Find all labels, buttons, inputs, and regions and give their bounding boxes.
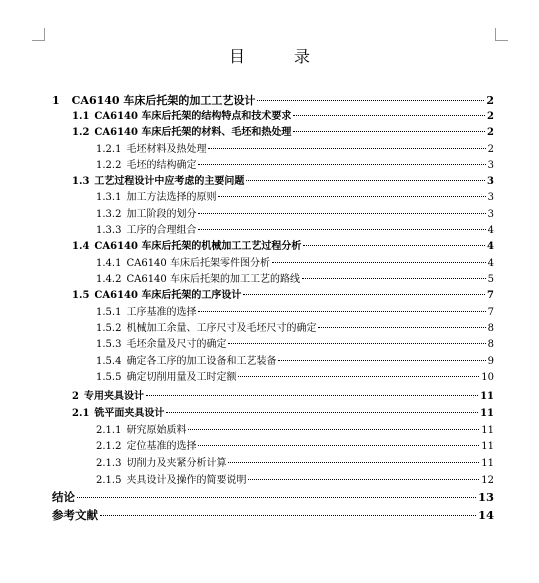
toc-entry-number: 1.4 (72, 241, 90, 252)
toc-dot-leader (303, 245, 485, 246)
toc-entry-title: 工序的合理组合 (126, 225, 197, 236)
toc-page-number: 7 (487, 307, 494, 318)
toc-dot-leader (166, 412, 478, 413)
toc-entry[interactable] (52, 93, 494, 109)
toc-entry-number: 1.1 (72, 111, 90, 122)
toc-dot-leader (243, 294, 485, 295)
toc-entry[interactable] (96, 272, 494, 288)
crop-mark-top-right (495, 28, 508, 41)
toc-entry[interactable] (72, 174, 494, 190)
toc-entry-title: 加工阶段的划分 (126, 209, 197, 220)
toc-page-number: 4 (487, 258, 494, 269)
toc-entry-title: CA6140 车床后托架的加工工艺设计 (71, 94, 256, 107)
toc-page-number: 3 (487, 209, 494, 220)
toc-page-number: 13 (477, 490, 494, 504)
toc-entry-number: 1.2.2 (96, 160, 122, 171)
toc-dot-leader (77, 497, 476, 498)
toc-entry-number: 1.5.2 (96, 323, 122, 334)
toc-entry-number: 1.4.1 (96, 258, 122, 269)
toc-dot-leader (198, 311, 485, 312)
toc-entry[interactable] (72, 389, 494, 405)
toc-page-number: 11 (481, 458, 494, 469)
toc-dot-leader (246, 180, 485, 181)
toc-entry-title: CA6140 车床后托架的机械加工工艺过程分析 (94, 241, 302, 252)
toc-page-number: 5 (487, 274, 494, 285)
toc-entry-title: 定位基准的选择 (126, 441, 197, 452)
toc-page-number: 11 (481, 425, 494, 436)
toc-entry[interactable] (96, 423, 494, 439)
toc-entry-title: 工序基准的选择 (126, 307, 197, 318)
toc-entry[interactable] (96, 456, 494, 472)
toc-entry-title: 毛坯材料及热处理 (126, 144, 207, 155)
toc-entry[interactable] (72, 125, 494, 141)
toc-entry-number: 1.3.3 (96, 225, 122, 236)
toc-entry-number: 2 (72, 391, 79, 402)
crop-mark-top-left (32, 28, 45, 41)
toc-page-number: 4 (487, 225, 494, 236)
toc-dot-leader (188, 429, 479, 430)
toc-page-number: 8 (487, 323, 494, 334)
toc-entry-number: 1.2.1 (96, 144, 122, 155)
toc-dot-leader (198, 164, 485, 165)
toc-dot-leader (302, 278, 486, 279)
toc-entry-number: 1.5.4 (96, 356, 122, 367)
toc-entry[interactable] (96, 439, 494, 455)
toc-dot-leader (248, 479, 479, 480)
toc-entry-title: CA6140 车床后托架的结构特点和技术要求 (94, 111, 292, 122)
toc-dot-leader (218, 196, 485, 197)
toc-entry[interactable] (96, 337, 494, 353)
toc-entry[interactable] (96, 158, 494, 174)
toc-entry-number: 1.5.1 (96, 307, 122, 318)
toc-entry-number: 2.1 (72, 408, 90, 419)
toc-page-number: 11 (481, 441, 494, 452)
toc-entry-title: 结论 (52, 490, 75, 504)
toc-page-number: 2 (486, 94, 494, 107)
toc-entry[interactable] (96, 142, 494, 158)
toc-entry-title: 毛坯余量及尺寸的确定 (126, 339, 227, 350)
toc-entry-title: 机械加工余量、工序尺寸及毛坯尺寸的确定 (126, 323, 317, 334)
toc-dot-leader (146, 395, 478, 396)
toc-entry-number: 1.5.3 (96, 339, 122, 350)
toc-entry-number: 1.5 (72, 290, 90, 301)
toc-page-number: 7 (487, 290, 494, 301)
toc-page-number: 12 (481, 475, 494, 486)
toc-entry-number: 2.1.3 (96, 458, 122, 469)
toc-entry[interactable] (96, 207, 494, 223)
toc-entry[interactable] (72, 406, 494, 422)
toc-page-number: 3 (487, 160, 494, 171)
toc-dot-leader (100, 515, 476, 516)
toc-dot-leader (198, 445, 479, 446)
toc-entry[interactable] (72, 288, 494, 304)
toc-entry-title: 工艺过程设计中应考虑的主要问题 (94, 176, 245, 187)
toc-page-number: 11 (480, 391, 494, 402)
toc-dot-leader (228, 343, 485, 344)
toc-entry[interactable] (72, 239, 494, 255)
toc-entry[interactable] (72, 109, 494, 125)
toc-entry-number: 1.3.2 (96, 209, 122, 220)
toc-entry-title: 毛坯的结构确定 (126, 160, 197, 171)
toc-dot-leader (272, 262, 486, 263)
toc-entry-title: CA6140 车床后托架零件图分析 (126, 258, 270, 269)
toc-entry-number: 1.2 (72, 127, 90, 138)
toc-entry-number: 1.3 (72, 176, 90, 187)
toc-page-number: 3 (487, 176, 494, 187)
toc-page-number: 2 (487, 127, 494, 138)
toc-entry-number: 1.3.1 (96, 192, 122, 203)
toc-dot-leader (278, 360, 485, 361)
toc-dot-leader (257, 100, 484, 101)
toc-entry-number: 1.4.2 (96, 274, 122, 285)
toc-entry-title: CA6140 车床后托架的加工工艺的路线 (126, 274, 300, 285)
toc-page-number: 8 (487, 339, 494, 350)
toc-entry-title: 加工方法选择的原则 (126, 192, 217, 203)
toc-entry[interactable] (96, 223, 494, 239)
toc-entry-title: CA6140 车床后托架的工序设计 (94, 290, 242, 301)
toc-entry-number: 1 (52, 94, 60, 107)
toc-page-number: 11 (480, 408, 494, 419)
toc-entry-number: 2.1.5 (96, 475, 122, 486)
toc-dot-leader (198, 229, 485, 230)
toc-entry[interactable] (96, 256, 494, 272)
toc-page-number: 14 (477, 508, 494, 522)
toc-entry-title: 研究原始质料 (126, 425, 187, 436)
toc-dot-leader (198, 213, 485, 214)
toc-entry-title: 专用夹具设计 (83, 391, 144, 402)
toc-entry[interactable] (52, 489, 494, 505)
toc-dot-leader (208, 148, 485, 149)
toc-entry[interactable] (96, 473, 494, 489)
toc-page-number: 2 (487, 111, 494, 122)
toc-dot-leader (238, 376, 479, 377)
toc-entry[interactable] (96, 370, 494, 386)
toc-entry-number: 2.1.2 (96, 441, 122, 452)
toc-dot-leader (293, 131, 485, 132)
toc-dot-leader (228, 462, 479, 463)
toc-page-number: 2 (487, 144, 494, 155)
toc-entry[interactable] (52, 507, 494, 523)
toc-page-number: 3 (487, 192, 494, 203)
toc-entry-title: 切削力及夹紧分析计算 (126, 458, 227, 469)
toc-entry-title: 夹具设计及操作的简要说明 (126, 475, 247, 486)
toc-entry[interactable] (96, 305, 494, 321)
toc-page-number: 10 (481, 372, 494, 383)
toc-page-number: 4 (487, 241, 494, 252)
toc-entry[interactable] (96, 354, 494, 370)
toc-entry-number: 1.5.5 (96, 372, 122, 383)
toc-entry-title: CA6140 车床后托架的材料、毛坯和热处理 (94, 127, 292, 138)
toc-entry-title: 参考文献 (52, 508, 98, 522)
toc-title: 目 录 (228, 47, 333, 66)
toc-page-number: 9 (487, 356, 494, 367)
toc-entry-title: 确定各工序的加工设备和工艺装备 (126, 356, 277, 367)
toc-dot-leader (293, 115, 485, 116)
toc-entry-title: 确定切削用量及工时定额 (126, 372, 237, 383)
toc-entry-number: 2.1.1 (96, 425, 122, 436)
toc-entry[interactable] (96, 190, 494, 206)
toc-entry-title: 铣平面夹具设计 (94, 408, 165, 419)
toc-dot-leader (318, 327, 485, 328)
toc-entry[interactable] (96, 321, 494, 337)
